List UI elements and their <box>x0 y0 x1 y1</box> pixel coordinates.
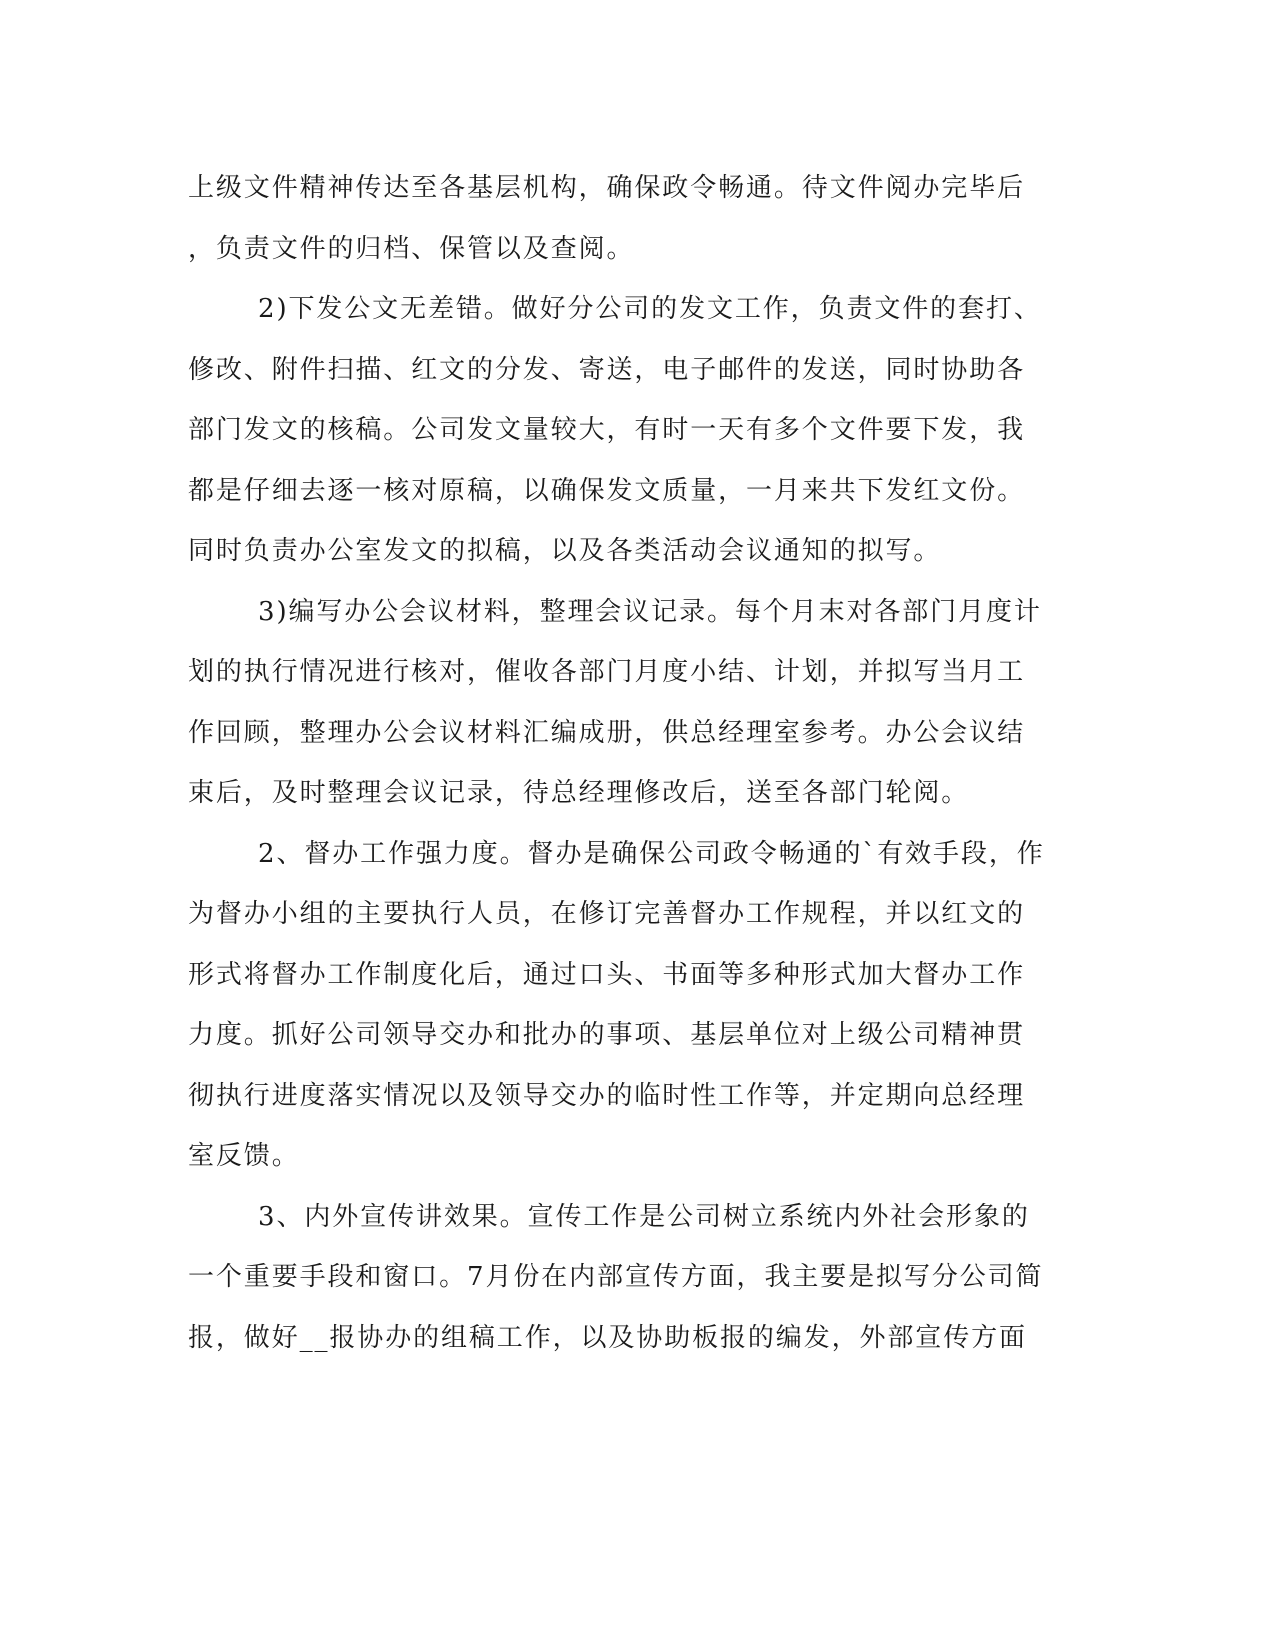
text-line: 上级文件精神传达至各基层机构，确保政令畅通。待文件阅办完毕后 <box>188 173 1026 203</box>
text-line: 修改、附件扫描、红文的分发、寄送，电子邮件的发送，同时协助各 <box>188 354 1026 385</box>
text-line: 同时负责办公室发文的拟稿，以及各类活动会议通知的拟写。 <box>188 536 942 566</box>
text-line: ，负责文件的归档、保管以及查阅。 <box>188 233 635 264</box>
paragraph-start-line: 2、督办工作强力度。督办是确保公司政令畅通的`有效手段，作 <box>258 838 1045 869</box>
text-line: 为督办小组的主要执行人员，在修订完善督办工作规程，并以红文的 <box>188 899 1026 929</box>
text-line: 形式将督办工作制度化后，通过口头、书面等多种形式加大督办工作 <box>188 959 1026 990</box>
text-line: 作回顾，整理办公会议材料汇编成册，供总经理室参考。办公会议结 <box>188 717 1026 748</box>
text-line: 束后，及时整理会议记录，待总经理修改后，送至各部门轮阅。 <box>188 778 970 808</box>
document-body <box>188 158 1088 1368</box>
text-line: 划的执行情况进行核对，催收各部门月度小结、计划，并拟写当月工 <box>188 657 1026 687</box>
text-line: 都是仔细去逐一核对原稿，以确保发文质量，一月来共下发红文份。 <box>188 475 1026 506</box>
text-line: 室反馈。 <box>188 1141 300 1171</box>
paragraph-start-line: 2)下发公文无差错。做好分公司的发文工作，负责文件的套打、 <box>258 294 1042 324</box>
text-line: 部门发文的核稿。公司发文量较大，有时一天有多个文件要下发，我 <box>188 415 1026 445</box>
text-line: 力度。抓好公司领导交办和批办的事项、基层单位对上级公司精神贯 <box>188 1020 1026 1050</box>
paragraph-start-line: 3)编写办公会议材料，整理会议记录。每个月末对各部门月度计 <box>258 596 1042 627</box>
text-line: 报，做好__报协办的组稿工作，以及协助板报的编发，外部宣传方面 <box>188 1322 1027 1353</box>
text-line: 一个重要手段和窗口。7月份在内部宣传方面，我主要是拟写分公司简 <box>188 1262 1044 1292</box>
text-line: 彻执行进度落实情况以及领导交办的临时性工作等，并定期向总经理 <box>188 1080 1026 1111</box>
paragraph-start-line: 3、内外宣传讲效果。宣传工作是公司树立系统内外社会形象的 <box>258 1201 1030 1232</box>
